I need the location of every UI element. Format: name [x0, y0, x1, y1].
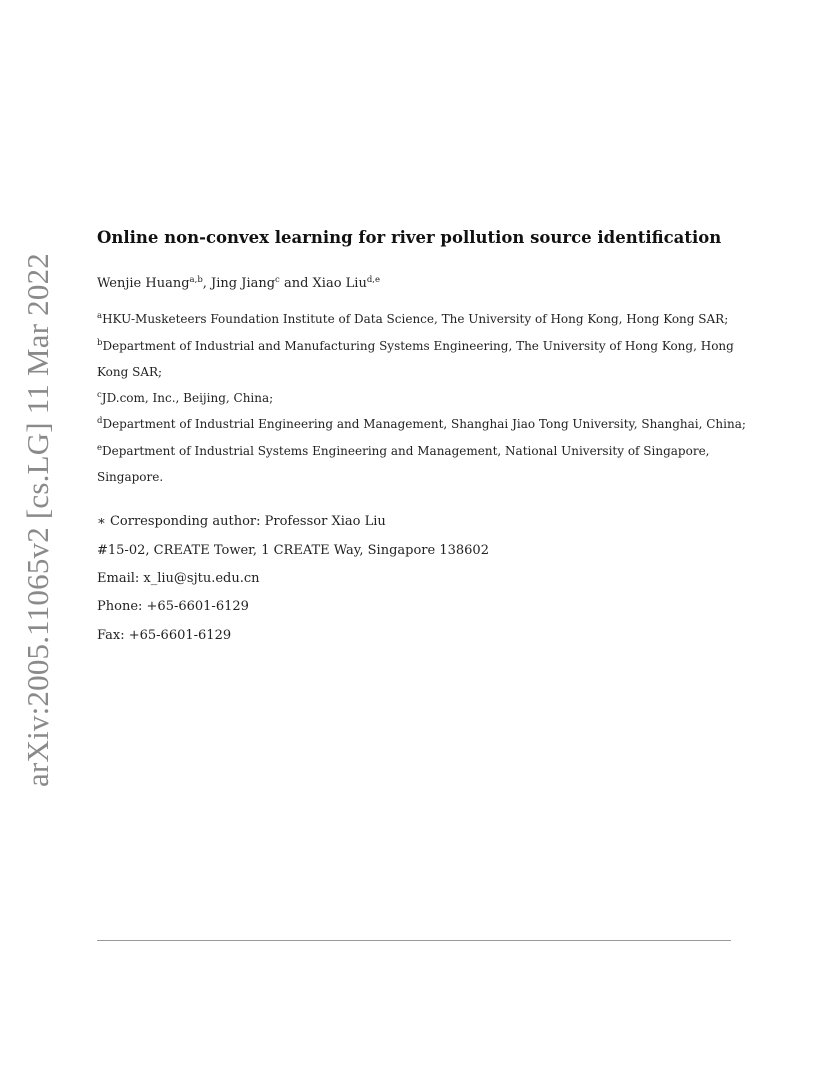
corresponding-author: ∗ Corresponding author: Professor Xiao Liu: [97, 514, 386, 529]
affiliation-e-continued: Singapore.: [97, 470, 164, 484]
author-name: Jing Jiang: [211, 276, 276, 291]
affiliation-text: HKU-Musketeers Foundation Institute of Data Science, The University of Hong Kong, Hong Kong SAR;: [102, 312, 729, 326]
author-fax: Fax: +65-6601-6129: [97, 628, 232, 643]
affiliation-e: [97, 445, 709, 457]
author-email: Email: x_liu@sjtu.edu.cn: [97, 571, 260, 586]
author-address: #15-02, CREATE Tower, 1 CREATE Way, Singapore 138602: [97, 543, 489, 558]
affiliation-mark: d: [97, 416, 103, 426]
affiliation-text: Department of Industrial Engineering and Management, Shanghai Jiao Tong University, Shanghai, China;: [102, 417, 746, 431]
author-separator: ,: [202, 276, 212, 291]
author-separator: and: [279, 276, 313, 291]
affiliation-a: [97, 313, 728, 325]
affiliation-mark: e: [97, 443, 103, 453]
affiliation-mark: b: [97, 338, 103, 348]
author-affiliation-mark: c: [275, 275, 280, 285]
affiliation-b: [97, 340, 734, 352]
paper-title: Online non-convex learning for river pollution source identification: [97, 228, 722, 247]
author-phone: Phone: +65-6601-6129: [97, 599, 249, 614]
author-name: Wenjie Huang: [97, 276, 190, 291]
author-list: [97, 276, 380, 291]
footnote-divider: [97, 940, 731, 941]
affiliation-b-continued: Kong SAR;: [97, 365, 163, 379]
affiliation-text: Department of Industrial and Manufacturing Systems Engineering, The University of Hong Kong, Hong: [102, 339, 734, 353]
affiliation-text: JD.com, Inc., Beijing, China;: [101, 391, 274, 405]
affiliation-mark: a: [97, 311, 103, 321]
author-affiliation-mark: a,b: [189, 275, 203, 285]
affiliation-mark: c: [97, 390, 102, 400]
arxiv-identifier-stamp: arXiv:2005.11065v2 [cs.LG] 11 Mar 2022: [20, 253, 55, 787]
affiliation-c: [97, 392, 273, 404]
author-name: Xiao Liu: [312, 276, 367, 291]
author-affiliation-mark: d,e: [366, 275, 381, 285]
affiliation-d: [97, 418, 746, 430]
affiliation-text: Department of Industrial Systems Engineering and Management, National University of Singapore,: [102, 444, 710, 458]
